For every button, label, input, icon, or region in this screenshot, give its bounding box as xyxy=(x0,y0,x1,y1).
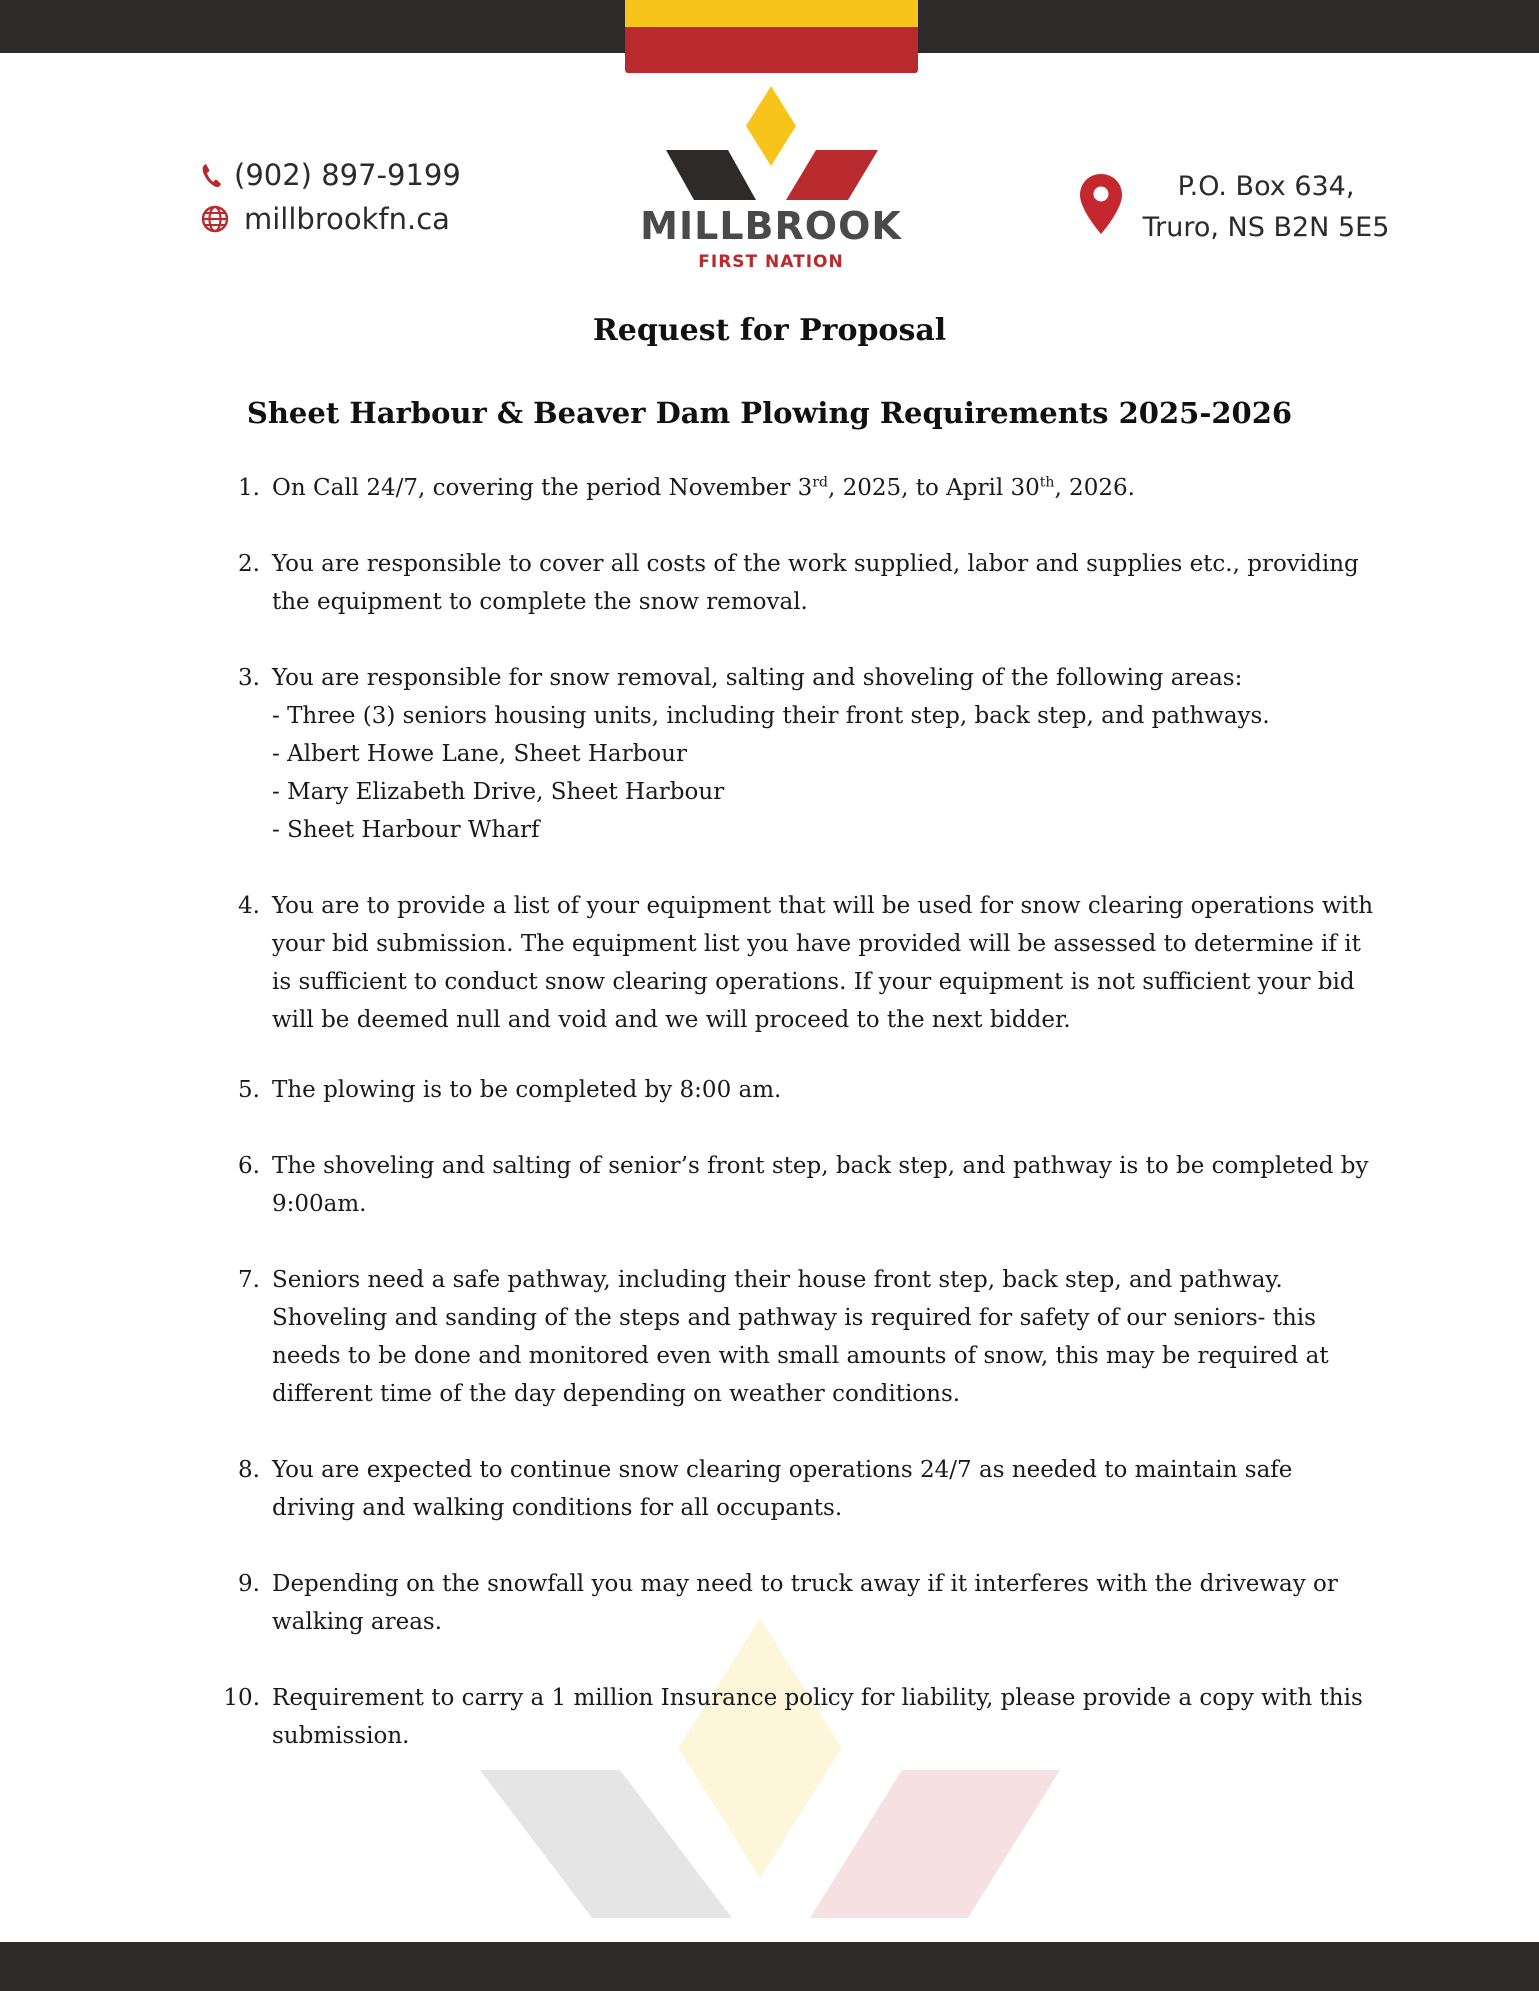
list-item xyxy=(222,469,1382,507)
address-line-2: Truro, NS B2N 5E5 xyxy=(1142,212,1390,243)
list-item xyxy=(222,1261,1382,1413)
item-text: You are expected to continue snow clearing operations 24/7 as needed to maintain safe driving and walking conditions for all occupants. xyxy=(272,1457,1293,1521)
globe-icon xyxy=(200,204,230,234)
item-number: 5. xyxy=(238,1077,260,1103)
item-number: 8. xyxy=(238,1457,260,1483)
sub-item: - Three (3) seniors housing units, including their front step, back step, and pathways. xyxy=(272,703,1270,729)
item-text: Seniors need a safe pathway, including their house front step, back step, and pathway. Shoveling and sanding of the steps and pathway is required for safety of our seniors- this needs to be done and monitored even with small amounts of snow, this may be required at different time of the day depending on weather conditions. xyxy=(272,1267,1329,1407)
logo-subtitle: FIRST NATION xyxy=(698,252,844,272)
item-number: 2. xyxy=(238,551,260,577)
list-item xyxy=(222,1147,1382,1223)
list-item xyxy=(222,1679,1382,1755)
list-item xyxy=(222,1071,1382,1109)
mailing-address xyxy=(1136,166,1396,248)
item-text: You are to provide a list of your equipment that will be used for snow clearing operations with your bid submission. The equipment list you have provided will be assessed to determine if it is sufficient to conduct snow clearing operations. If your equipment is not sufficient your bid will be deemed null and void and we will proceed to the next bidder. xyxy=(272,893,1374,1033)
ordinal-suffix: th xyxy=(1039,474,1055,491)
item-number: 3. xyxy=(238,665,260,691)
item-text: Depending on the snowfall you may need to truck away if it interferes with the driveway or walking areas. xyxy=(272,1571,1338,1635)
sub-item: - Mary Elizabeth Drive, Sheet Harbour xyxy=(272,779,725,805)
item-text: On Call 24/7, covering the period November 3rd, 2025, to April 30th, 2026. xyxy=(272,474,1135,501)
item-text: You are responsible for snow removal, salting and shoveling of the following areas: xyxy=(272,665,1243,691)
item-number: 1. xyxy=(238,475,260,501)
list-item xyxy=(222,1451,1382,1527)
logo-name: MILLBROOK xyxy=(640,204,902,248)
website-link[interactable]: millbrookfn.ca xyxy=(244,202,450,236)
item-number: 4. xyxy=(238,893,260,919)
location-pin-icon xyxy=(1078,172,1124,236)
ordinal-suffix: rd xyxy=(812,474,828,491)
page-title: Request for Proposal xyxy=(592,313,947,348)
sub-item: - Albert Howe Lane, Sheet Harbour xyxy=(272,741,687,767)
requirements-list xyxy=(222,469,1382,1755)
item-text: The shoveling and salting of senior’s front step, back step, and pathway is to be completed by 9:00am. xyxy=(272,1153,1369,1217)
page-subtitle: Sheet Harbour & Beaver Dam Plowing Requirements 2025-2026 xyxy=(246,396,1293,430)
millbrook-logo xyxy=(636,84,906,280)
item-text: The plowing is to be completed by 8:00 am. xyxy=(272,1077,782,1103)
sub-item: - Sheet Harbour Wharf xyxy=(272,817,540,843)
item-number: 9. xyxy=(238,1571,260,1597)
phone-contact xyxy=(200,158,461,192)
list-item xyxy=(222,545,1382,621)
item-number: 6. xyxy=(238,1153,260,1179)
top-accent-red xyxy=(625,27,918,73)
phone-number[interactable]: (902) 897-9199 xyxy=(234,158,461,192)
item-number: 10. xyxy=(223,1685,260,1711)
address-line-1: P.O. Box 634, xyxy=(1177,171,1355,202)
bottom-bar xyxy=(0,1942,1539,1991)
item-number: 7. xyxy=(238,1267,260,1293)
item-text: You are responsible to cover all costs of the work supplied, labor and supplies etc., providing the equipment to complete the snow removal. xyxy=(272,551,1359,615)
list-item xyxy=(222,887,1382,1039)
phone-icon xyxy=(200,161,224,189)
list-item xyxy=(222,659,1382,849)
list-item xyxy=(222,1565,1382,1641)
top-accent-yellow xyxy=(625,0,918,27)
item-text: Requirement to carry a 1 million Insurance policy for liability, please provide a copy with this submission. xyxy=(272,1685,1363,1749)
website-contact xyxy=(200,202,450,236)
